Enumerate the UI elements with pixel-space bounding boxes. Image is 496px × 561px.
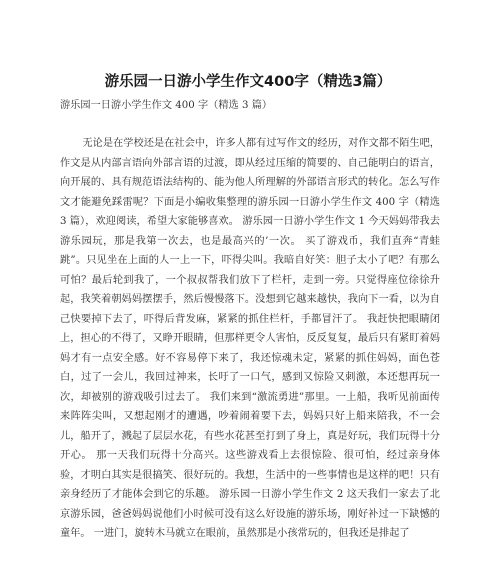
document-title: 游乐园一日游小学生作文400字（精选3篇）	[104, 74, 392, 90]
document-subtitle: 游乐园一日游小学生作文 400 字（精选 3 篇）	[60, 100, 273, 111]
document-body-text: 无论是在学校还是在社会中，许多人都有过写作文的经历，对作文都不陌生吧，作文是从内部言语向外部言语的过渡，即从经过压缩的简要的、自己能明白的语言，向开展的、具有规范语法结构的、能为他人所理解的外部语言形式的转化。怎么写作文才能避免踩雷呢？下面是小编收集整理的游乐园一日游小学生作文 400 字（精选 3 篇），欢迎阅读，希望大家能够喜欢。 游乐园一日游小学生作文 1 今天妈妈带我去游乐园玩，那是我第一次去，也是最高兴的’一次。 买了游戏币，我们直奔“青蛙跳”。只见坐在上面的人一上一下，吓得尖叫。我暗自好笑：胆子太小了吧？有那么可怕？最后轮到我了，一个叔叔帮我们放下了栏杆，走到一旁。只觉得座位徐徐升起，我笑着朝妈妈摆摆手，然后慢慢落下。没想到它越来越快，我向下一看，以为自己快要掉下去了，吓得后背发麻，紧紧的抓住栏杆，手都冒汗了。 我赶快把眼睛闭上，担心的不得了，又睁开眼睛，但那样更令人害怕，反反复复，最后只有紧盯着妈妈才有一点安全感。好不容易停下来了，我还惊魂未定，紧紧的抓住妈妈，面色苍白，过了一会儿，我回过神来，长吁了一口气，感到又惊险又刺激，本还想再玩一次，却被别的游戏吸引过去了。 我们来到“激流勇进”那里。一上船，我听见前面传来阵阵尖叫，又想起刚才的遭遇，吵着闹着要下去，妈妈只好上船来陪我，不一会儿，船开了，溅起了层层水花，有些水花甚至打到了身上，真是好玩，我们玩得十分开心。 那一天我们玩得十分高兴。这些游戏看上去很惊险、很可怕，经过亲身体验，才明白其实是很搞笑、很好玩的。我想，生活中的一些事情也是这样的吧！只有亲身经历了才能体会到它的乐趣。 游乐园一日游小学生作文 2 这天我们一家去了北京游乐园，爸爸妈妈说他们小时候可没有这么好设施的游乐场，刚好补过一下缺憾的童年。 一进门，旋转木马就立在眼前，虽然那是小孩常玩的，但我还是排起了	[60, 138, 440, 539]
